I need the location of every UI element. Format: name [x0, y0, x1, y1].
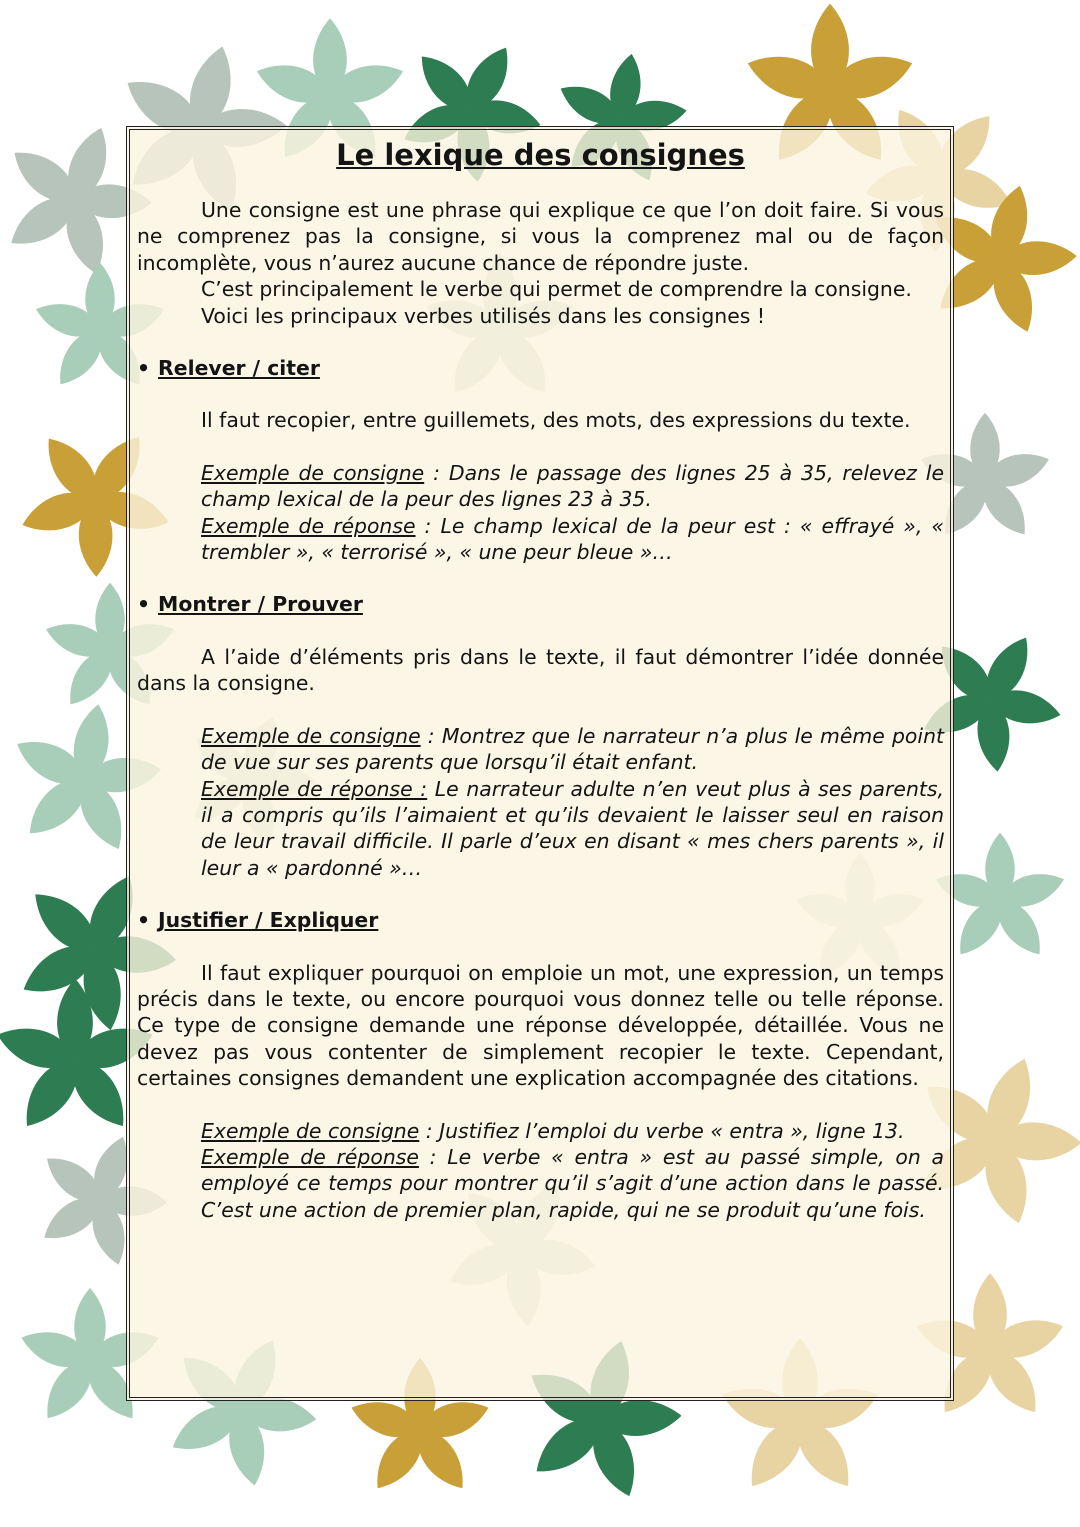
intro-paragraph: Une consigne est une phrase qui explique ce que l’on doit faire. Si vous ne comprenez pas la consigne, si vous la comprenez mal ou de façon incomplète, vous n’aurez aucune chance de répondre juste.: [137, 198, 944, 275]
example-consigne: Exemple de consigne : Montrez que le narrateur n’a plus le même point de vue sur ses parents que lorsqu’il était enfant.: [201, 723, 944, 775]
example-label: Exemple de consigne: [201, 1118, 420, 1143]
example-reponse: Exemple de réponse : Le champ lexical de la peur est : « effrayé », « trembler », « terrorisé », « une peur bleue »…: [201, 513, 944, 565]
example-label: Exemple de réponse: [201, 1144, 419, 1169]
section-heading: • Justifier / Expliquer: [137, 908, 379, 933]
intro-paragraph: C’est principalement le verbe qui permet de comprendre la consigne.: [201, 277, 912, 302]
section-text: Il faut recopier, entre guillemets, des mots, des expressions du texte.: [201, 408, 911, 433]
section-text: A l’aide d’éléments pris dans le texte, il faut démontrer l’idée donnée dans la consigne.: [137, 644, 944, 696]
section-heading: • Montrer / Prouver: [137, 592, 363, 617]
example-label: Exemple de réponse :: [201, 776, 428, 801]
bullet-icon: •: [137, 592, 151, 617]
intro-paragraph: Voici les principaux verbes utilisés dans les consignes !: [201, 303, 766, 328]
example-consigne: Exemple de consigne : Dans le passage des lignes 25 à 35, relevez le champ lexical de la peur des lignes 23 à 35.: [201, 460, 944, 512]
page-title: Le lexique des consignes: [336, 138, 745, 172]
example-label: Exemple de consigne: [201, 723, 421, 748]
section-heading: • Relever / citer: [137, 356, 320, 381]
example-label: Exemple de consigne: [201, 460, 425, 485]
example-label: Exemple de réponse: [201, 513, 416, 538]
bullet-icon: •: [137, 908, 151, 933]
example-reponse: Exemple de réponse : Le verbe « entra » est au passé simple, on a employé ce temps pour montrer qu’il s’agit d’une action dans le passé. C’est une action de premier plan, rapide, qui ne se produit qu’une fois.: [201, 1144, 945, 1222]
example-reponse: Exemple de réponse : Le narrateur adulte n’en veut plus à ses parents, il a compris qu’ils l’aimaient et qu’ils devaient le laisser seul en raison de leur travail difficile. Il parle d’eux en disant « mes chers parents », il leur a « pardonné »…: [201, 776, 944, 880]
example-consigne: Exemple de consigne : Justifiez l’emploi du verbe « entra », ligne 13.: [201, 1118, 905, 1143]
section-text: Il faut expliquer pourquoi on emploie un mot, une expression, un temps précis dans le texte, ou encore pourquoi vous donnez telle ou telle réponse. Ce type de consigne demande une réponse développée, détaillée. Vous ne devez pas vous contenter de simplement recopier le texte. Cependant, certaines consignes demandent une explication accompagnée des citations.: [137, 960, 944, 1091]
document-body: [137, 138, 944, 1223]
bullet-icon: •: [137, 356, 151, 381]
